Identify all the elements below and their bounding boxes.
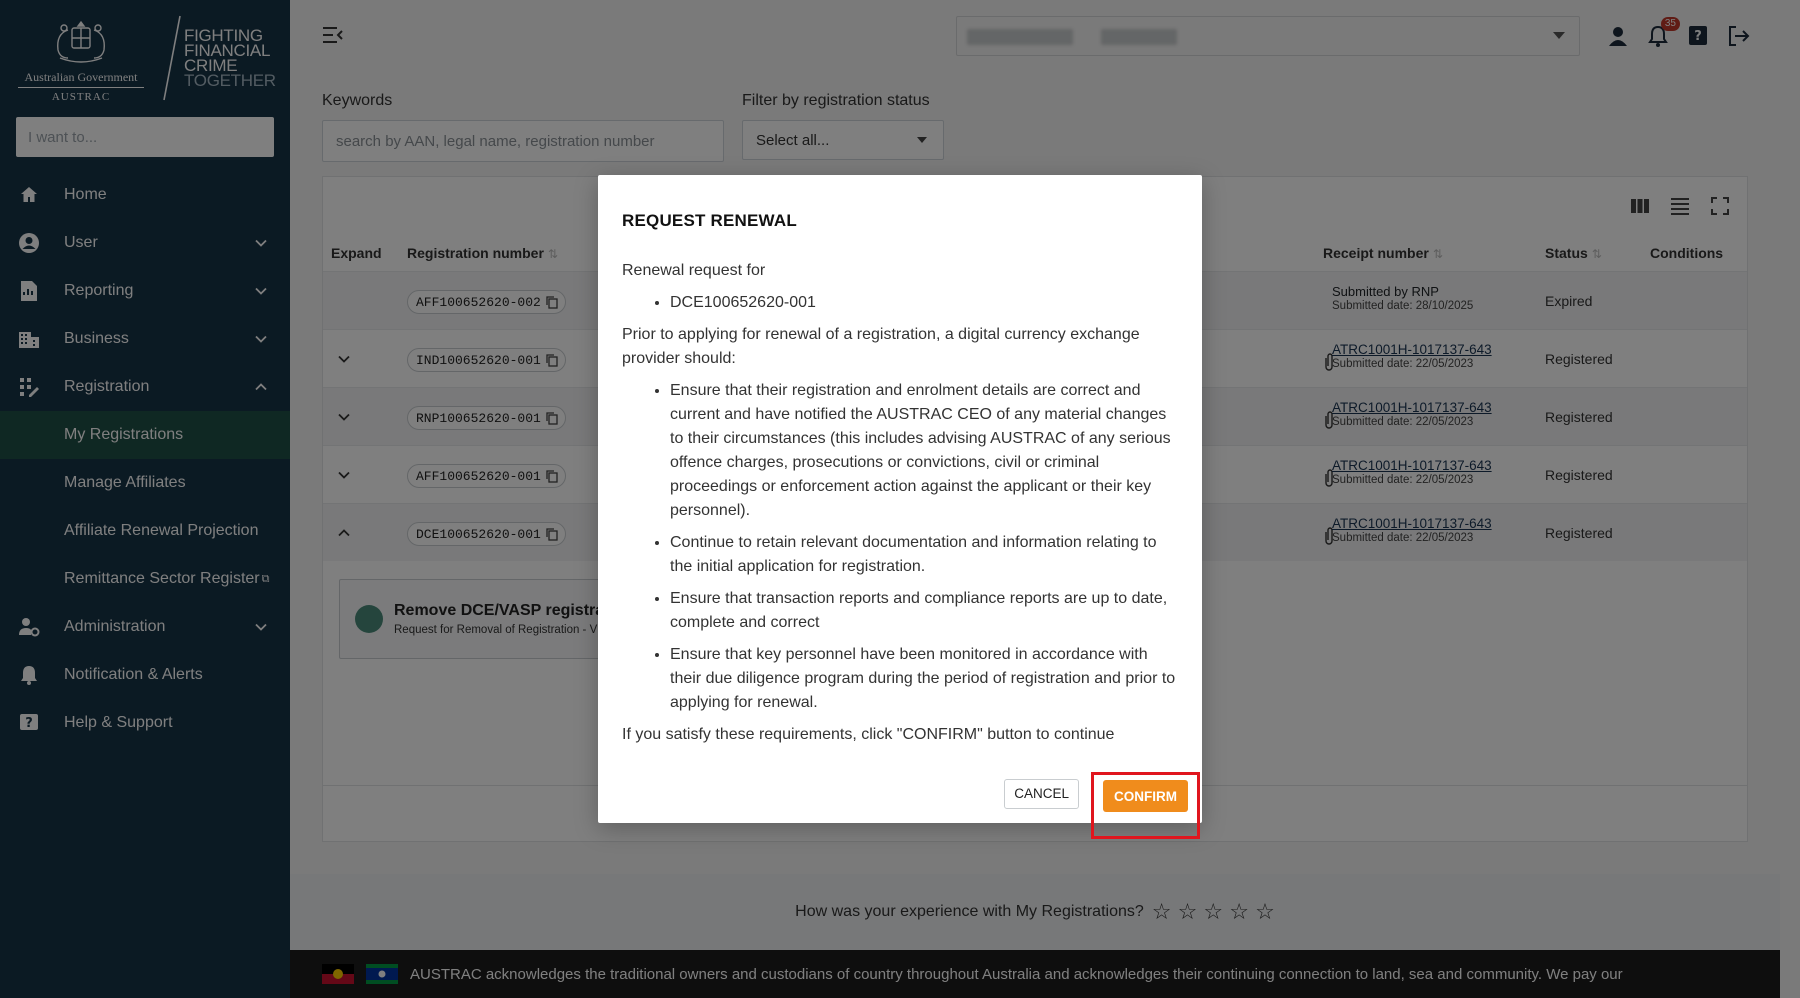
modal-title: REQUEST RENEWAL (622, 211, 797, 230)
registration-list (622, 291, 1182, 315)
closing-instruction: If you satisfy these requirements, click "CONFIRM" button to continue (622, 726, 1115, 743)
modal-actions (1004, 772, 1192, 815)
requirement-item: • Ensure that their registration and enrolment details are correct and current and have notified the AUSTRAC CEO of any material changes to their circumstances (this includes advising AUSTRAC of any serious offence charges, prosecutions or convictions, civil or criminal proceedings or enforcement action against the applicant or their key personnel). (670, 379, 1182, 523)
requirements-list (622, 379, 1182, 715)
confirm-highlight (1091, 772, 1200, 839)
confirm-button[interactable]: CONFIRM (1103, 780, 1188, 812)
modal-body (622, 259, 1182, 755)
renewal-intro: Prior to applying for renewal of a registration, a digital currency exchange provider should: (622, 326, 1140, 367)
cancel-button[interactable]: CANCEL (1004, 779, 1079, 809)
requirement-item: • Ensure that key personnel have been monitored in accordance with their due diligence program during the period of registration and prior to applying for renewal. (670, 643, 1182, 715)
registration-item: • DCE100652620-001 (670, 291, 1182, 315)
request-renewal-modal (598, 175, 1202, 823)
renewal-for-label: Renewal request for (622, 262, 766, 279)
requirement-item: • Continue to retain relevant documentation and information relating to the initial application for registration. (670, 531, 1182, 579)
requirement-item: • Ensure that transaction reports and compliance reports are up to date, complete and correct (670, 587, 1182, 635)
